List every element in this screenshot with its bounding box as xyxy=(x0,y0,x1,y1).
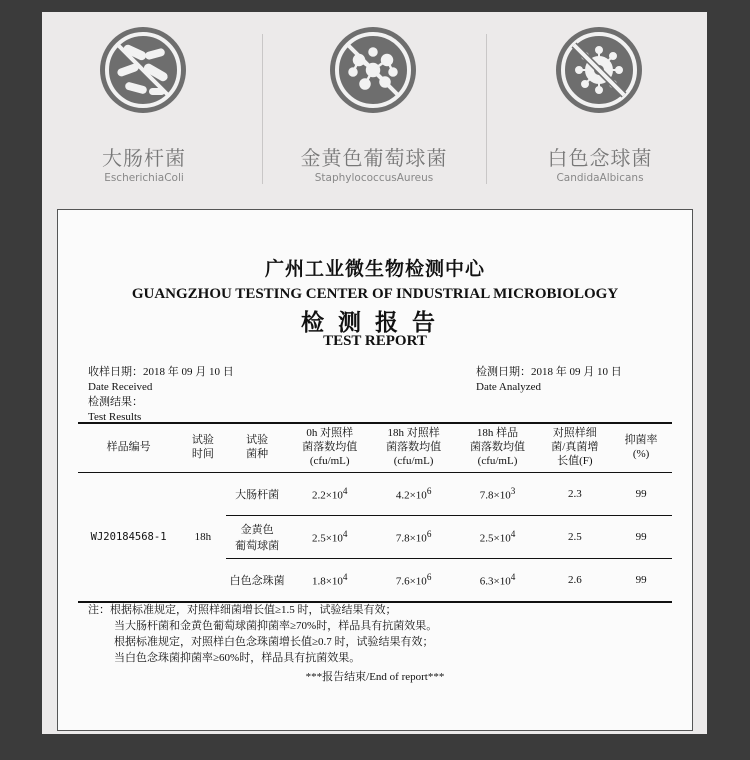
sample-id-cell: WJ20184568-1 xyxy=(78,473,179,603)
note-line: 当大肠杆菌和金黄色葡萄球菌抑菌率≥70%时，样品具有抗菌效果。 xyxy=(114,620,438,632)
staphylococcus-prohibited-icon xyxy=(329,26,417,114)
s18-cell: $6.3\times 10^4$ xyxy=(456,559,540,603)
col-strain: 试验 菌种 xyxy=(226,423,287,473)
bacteria-name-en: CandidaAlbicans xyxy=(556,172,644,184)
c0-cell: $2.5\times 10^4$ xyxy=(288,516,372,559)
col-test-time: 试验 时间 xyxy=(179,423,226,473)
received-date: 2018 年 09 月 10 日 xyxy=(143,366,234,378)
note-line: 根据标准规定，对照样白色念珠菌增长值≥0.7 时，试验结果有效； xyxy=(114,636,434,648)
report-subtitle-cn: 检测报告 xyxy=(301,310,449,335)
c18-cell: $7.8\times 10^6$ xyxy=(372,516,456,559)
report-subtitle-en: TEST REPORT xyxy=(323,333,427,349)
test-time-cell: 18h xyxy=(179,473,226,603)
strain-cell: 大肠杆菌 xyxy=(235,489,280,501)
received-label-cn: 收样日期： xyxy=(88,366,143,378)
col-18h-sample: 18h 样品 菌落数均值 (cfu/mL) xyxy=(456,423,540,473)
candida-prohibited-icon xyxy=(555,26,643,114)
results-label-en: Test Results xyxy=(88,411,142,423)
report-title-cn: 广州工业微生物检测中心 xyxy=(264,259,485,280)
received-label-en: Date Received xyxy=(88,381,153,393)
analyzed-label-en: Date Analyzed xyxy=(476,381,542,393)
bacilli-prohibited-icon xyxy=(99,26,187,114)
s18-cell: $7.8\times 10^3$ xyxy=(479,486,516,502)
bacteria-name-cn: 大肠杆菌 xyxy=(102,146,186,170)
analyzed-date: 2018 年 09 月 10 日 xyxy=(531,366,622,378)
report-notes xyxy=(88,602,668,666)
bacteria-name-cn: 白色念球菌 xyxy=(547,146,653,170)
analyzed-info xyxy=(476,365,622,395)
test-report xyxy=(57,209,693,731)
col-0h-control: 0h 对照样 菌落数均值 (cfu/mL) xyxy=(288,423,372,473)
bacteria-name-en: StaphylococcusAureus xyxy=(314,172,434,184)
rate-cell: 99 xyxy=(635,488,647,500)
report-title-en: GUANGZHOU TESTING CENTER OF INDUSTRIAL MICROBIOLOGY xyxy=(131,286,619,302)
note-line: 当白色念珠菌抑菌率≥60%时，样品具有抗菌效果。 xyxy=(114,652,361,664)
results-label-cn: 检测结果： xyxy=(88,396,143,408)
col-inhibition-rate: 抑菌率 (%) xyxy=(610,423,672,473)
note-line: 注：根据标准规定，对照样细菌增长值≥1.5 时，试验结果有效； xyxy=(88,604,397,616)
s18-cell: $2.5\times 10^4$ xyxy=(456,516,540,559)
col-18h-control: 18h 对照样 菌落数均值 (cfu/mL) xyxy=(372,423,456,473)
divider xyxy=(486,34,487,184)
col-growth-value: 对照样细 菌/真菌增 长值(F) xyxy=(539,423,610,473)
col-sample-id: 样品编号 xyxy=(78,423,179,473)
strain-cell: 白色念珠菌 xyxy=(226,559,287,603)
results-table xyxy=(78,422,672,603)
bacteria-name-en: EscherichiaColi xyxy=(104,172,184,184)
product-info-page xyxy=(42,12,707,734)
growth-cell: 2.3 xyxy=(567,488,582,500)
table-header-row xyxy=(78,423,672,473)
c0-cell: $2.2\times 10^4$ xyxy=(311,486,348,502)
analyzed-label-cn: 检测日期： xyxy=(476,366,531,378)
c18-cell: $4.2\times 10^6$ xyxy=(395,486,432,502)
growth-cell: 2.6 xyxy=(539,559,610,603)
rate-cell: 99 xyxy=(610,559,672,603)
rate-cell: 99 xyxy=(610,516,672,559)
strain-cell: 金黄色 葡萄球菌 xyxy=(226,516,287,559)
c18-cell: $7.6\times 10^6$ xyxy=(372,559,456,603)
table-row xyxy=(78,473,672,516)
c0-cell: $1.8\times 10^4$ xyxy=(288,559,372,603)
growth-cell: 2.5 xyxy=(539,516,610,559)
end-of-report: ***报告结束/End of report*** xyxy=(305,671,445,683)
divider xyxy=(262,34,263,184)
bacteria-icons-row xyxy=(42,12,707,207)
received-info xyxy=(88,365,234,425)
bacteria-name-cn: 金黄色葡萄球菌 xyxy=(300,146,448,170)
